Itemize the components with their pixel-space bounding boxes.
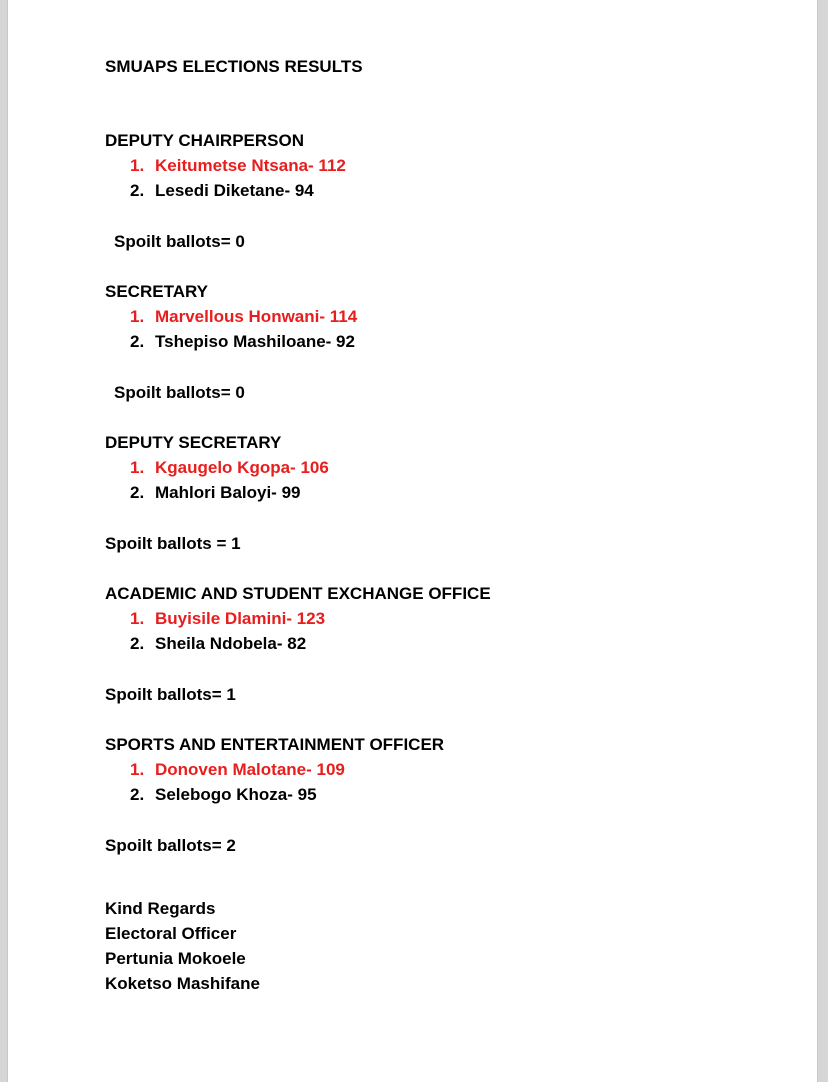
document-page	[7, 0, 818, 1082]
candidate-row-winner	[105, 757, 785, 782]
signoff-name: Koketso Mashifane	[105, 974, 260, 993]
candidate-number: 1.	[130, 307, 145, 326]
candidate-number: 2.	[130, 785, 145, 804]
candidate-number: 2.	[130, 634, 145, 653]
signoff-block	[105, 896, 785, 996]
spoilt-ballots: Spoilt ballots= 1	[105, 685, 236, 704]
candidate-number: 1.	[130, 609, 145, 628]
position-heading: SPORTS AND ENTERTAINMENT OFFICER	[105, 735, 445, 754]
candidate-number: 2.	[130, 483, 145, 502]
document-title: SMUAPS ELECTIONS RESULTS	[105, 57, 363, 76]
candidate-row-winner	[105, 606, 785, 631]
signoff-name: Pertunia Mokoele	[105, 949, 246, 968]
position-heading: DEPUTY SECRETARY	[105, 433, 282, 452]
position-heading: ACADEMIC AND STUDENT EXCHANGE OFFICE	[105, 584, 491, 603]
candidate-row	[105, 178, 785, 203]
candidate-number: 2.	[130, 332, 145, 351]
candidate-result: Tshepiso Mashiloane- 92	[155, 332, 355, 351]
spoilt-ballots: Spoilt ballots= 2	[105, 836, 236, 855]
document-body	[105, 54, 785, 996]
position-section	[105, 279, 785, 405]
candidate-result: Donoven Malotane- 109	[155, 760, 345, 779]
position-section	[105, 581, 785, 707]
position-section	[105, 430, 785, 556]
candidate-result: Selebogo Khoza- 95	[155, 785, 317, 804]
candidate-row-winner	[105, 455, 785, 480]
candidate-result: Mahlori Baloyi- 99	[155, 483, 301, 502]
candidate-number: 1.	[130, 760, 145, 779]
position-section	[105, 732, 785, 858]
position-section	[105, 128, 785, 254]
position-heading: DEPUTY CHAIRPERSON	[105, 131, 304, 150]
signoff-role: Electoral Officer	[105, 924, 237, 943]
candidate-result: Keitumetse Ntsana- 112	[155, 156, 346, 175]
candidate-result: Sheila Ndobela- 82	[155, 634, 307, 653]
candidate-row-winner	[105, 304, 785, 329]
candidate-row	[105, 782, 785, 807]
candidate-number: 1.	[130, 156, 145, 175]
spoilt-ballots: Spoilt ballots= 0	[114, 232, 245, 251]
candidate-row	[105, 329, 785, 354]
position-heading: SECRETARY	[105, 282, 208, 301]
candidate-row-winner	[105, 153, 785, 178]
candidate-result: Marvellous Honwani- 114	[155, 307, 358, 326]
candidate-row	[105, 480, 785, 505]
spoilt-ballots: Spoilt ballots= 0	[114, 383, 245, 402]
candidate-result: Buyisile Dlamini- 123	[155, 609, 326, 628]
candidate-result: Lesedi Diketane- 94	[155, 181, 314, 200]
candidate-number: 2.	[130, 181, 145, 200]
spoilt-ballots: Spoilt ballots = 1	[105, 534, 241, 553]
signoff-closing: Kind Regards	[105, 899, 216, 918]
candidate-number: 1.	[130, 458, 145, 477]
candidate-result: Kgaugelo Kgopa- 106	[155, 458, 329, 477]
candidate-row	[105, 631, 785, 656]
